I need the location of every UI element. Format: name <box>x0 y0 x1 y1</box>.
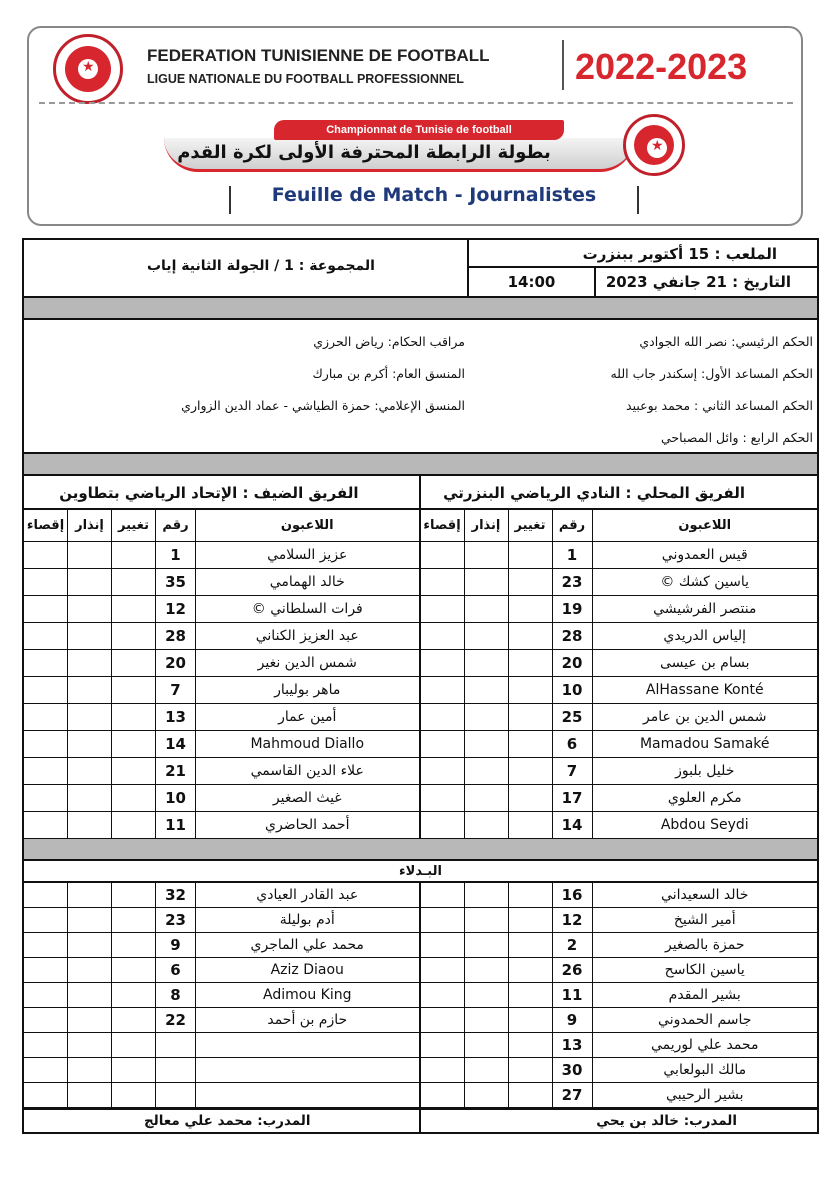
empty-cell <box>421 677 465 704</box>
player-name <box>196 1083 419 1108</box>
empty-cell <box>421 812 465 839</box>
player-name: حازم بن أحمد <box>196 1008 419 1033</box>
empty-cell <box>509 704 553 731</box>
coaches <box>24 1108 817 1132</box>
empty-cell <box>24 704 68 731</box>
stadium: الملعب : 15 أكتوبر ببنزرت <box>469 240 817 268</box>
player-row <box>24 1008 817 1033</box>
player-name: إلياس الدريدي <box>593 623 818 650</box>
empty-cell <box>421 883 465 908</box>
player-row <box>24 704 817 731</box>
empty-cell <box>465 1008 509 1033</box>
player-row <box>24 785 817 812</box>
player-number: 9 <box>553 1008 593 1033</box>
player-row <box>24 650 817 677</box>
player-name: ماهر بوليبار <box>196 677 419 704</box>
col-players: اللاعبون <box>593 510 818 542</box>
empty-cell <box>68 1033 112 1058</box>
empty-cell <box>509 650 553 677</box>
player-number: 35 <box>156 569 196 596</box>
player-number: 19 <box>553 596 593 623</box>
player-name: Aziz Diaou <box>196 958 419 983</box>
player-name: أدم بوليلة <box>196 908 419 933</box>
empty-cell <box>421 933 465 958</box>
player-number: 13 <box>156 704 196 731</box>
player-name: جاسم الحمدوني <box>593 1008 818 1033</box>
player-name: أحمد الحاضري <box>196 812 419 839</box>
player-number: 20 <box>156 650 196 677</box>
empty-cell <box>112 812 156 839</box>
col-number: رقم <box>156 510 196 542</box>
empty-cell <box>509 1008 553 1033</box>
ftf-logo-small-icon <box>623 114 685 176</box>
empty-cell <box>112 731 156 758</box>
empty-cell <box>509 983 553 1008</box>
empty-cell <box>465 677 509 704</box>
player-name: خليل بلبوز <box>593 758 818 785</box>
player-name: حمزة بالصغير <box>593 933 818 958</box>
empty-cell <box>421 542 465 569</box>
ftf-logo-icon <box>53 34 123 104</box>
empty-cell <box>421 1033 465 1058</box>
player-name: شمس الدين بن عامر <box>593 704 818 731</box>
empty-cell <box>509 596 553 623</box>
empty-cell <box>24 933 68 958</box>
empty-cell <box>465 569 509 596</box>
player-name: عزيز السلامي <box>196 542 419 569</box>
empty-cell <box>24 983 68 1008</box>
empty-cell <box>112 623 156 650</box>
empty-cell <box>421 569 465 596</box>
empty-cell <box>24 785 68 812</box>
player-name: ياسين الكاسح <box>593 958 818 983</box>
player-row <box>24 596 817 623</box>
empty-cell <box>68 596 112 623</box>
player-name <box>196 1033 419 1058</box>
player-name: Adimou King <box>196 983 419 1008</box>
player-number: 28 <box>553 623 593 650</box>
empty-cell <box>465 812 509 839</box>
player-name: بشير الرحيبي <box>593 1083 818 1108</box>
empty-cell <box>465 542 509 569</box>
player-row <box>24 958 817 983</box>
empty-cell <box>509 785 553 812</box>
assistant-referee-2: الحكم المساعد الثاني : محمد بوعبيد <box>626 398 813 413</box>
empty-cell <box>68 1083 112 1108</box>
empty-cell <box>68 958 112 983</box>
empty-cell <box>465 650 509 677</box>
empty-cell <box>68 569 112 596</box>
empty-cell <box>509 623 553 650</box>
empty-cell <box>24 596 68 623</box>
media-coordinator: المنسق الإعلامي: حمزة الطياشي - عماد الدين الزواري <box>181 398 465 413</box>
player-row <box>24 1083 817 1108</box>
match-sheet <box>22 238 819 1134</box>
empty-cell <box>68 1008 112 1033</box>
empty-cell <box>421 650 465 677</box>
player-row <box>24 677 817 704</box>
empty-cell <box>24 1058 68 1083</box>
player-number: 13 <box>553 1033 593 1058</box>
empty-cell <box>421 983 465 1008</box>
player-row <box>24 731 817 758</box>
empty-cell <box>465 958 509 983</box>
player-number: 2 <box>553 933 593 958</box>
player-number: 11 <box>156 812 196 839</box>
empty-cell <box>509 933 553 958</box>
empty-cell <box>24 731 68 758</box>
empty-cell <box>509 1058 553 1083</box>
player-row <box>24 983 817 1008</box>
empty-cell <box>465 983 509 1008</box>
player-row <box>24 758 817 785</box>
player-row <box>24 569 817 596</box>
player-number: 27 <box>553 1083 593 1108</box>
empty-cell <box>509 958 553 983</box>
home-team-label: الفريق المحلي : النادي الرياضي البنزرتي <box>443 484 745 502</box>
empty-cell <box>24 623 68 650</box>
player-name: AlHassane Konté <box>593 677 818 704</box>
col-number: رقم <box>553 510 593 542</box>
header-divider <box>562 40 564 90</box>
empty-cell <box>112 569 156 596</box>
empty-cell <box>112 1058 156 1083</box>
player-row <box>24 908 817 933</box>
player-name: Mahmoud Diallo <box>196 731 419 758</box>
empty-cell <box>112 908 156 933</box>
match-date: التاريخ : 21 جانفي 2023 <box>605 273 791 291</box>
empty-cell <box>465 1083 509 1108</box>
player-name: عبد القادر العيادي <box>196 883 419 908</box>
player-number <box>156 1058 196 1083</box>
player-number: 23 <box>553 569 593 596</box>
empty-cell <box>112 958 156 983</box>
empty-cell <box>421 908 465 933</box>
player-name: مكرم العلوي <box>593 785 818 812</box>
player-number: 26 <box>553 958 593 983</box>
group-round: المجموعة : 1 / الجولة الثانية إياب <box>146 258 375 274</box>
player-number: 22 <box>156 1008 196 1033</box>
empty-cell <box>421 623 465 650</box>
empty-cell <box>68 1058 112 1083</box>
empty-cell <box>509 731 553 758</box>
player-number: 8 <box>156 983 196 1008</box>
empty-cell <box>421 704 465 731</box>
kickoff-time: 14:00 <box>469 268 596 296</box>
player-name: بسام بن عيسى <box>593 650 818 677</box>
player-name: علاء الدين القاسمي <box>196 758 419 785</box>
empty-cell <box>112 704 156 731</box>
empty-cell <box>509 883 553 908</box>
player-name: أمير الشيخ <box>593 908 818 933</box>
empty-cell <box>465 596 509 623</box>
banner-arabic: بطولة الرابطة المحترفة الأولى لكرة القدم <box>177 142 551 163</box>
empty-cell <box>24 650 68 677</box>
empty-cell <box>421 1083 465 1108</box>
federation-name: FEDERATION TUNISIENNE DE FOOTBALL <box>147 46 490 65</box>
empty-cell <box>112 1008 156 1033</box>
player-name: Abdou Seydi <box>593 812 818 839</box>
empty-cell <box>68 704 112 731</box>
player-row <box>24 933 817 958</box>
empty-cell <box>112 677 156 704</box>
player-number: 1 <box>553 542 593 569</box>
player-number: 10 <box>156 785 196 812</box>
banner-french: Championnat de Tunisie de football <box>274 120 564 140</box>
empty-cell <box>509 758 553 785</box>
grey-separator <box>24 839 817 861</box>
empty-cell <box>465 1058 509 1083</box>
col-warning: إنذار <box>465 510 509 542</box>
substitutes <box>24 883 817 1108</box>
empty-cell <box>24 569 68 596</box>
player-number: 16 <box>553 883 593 908</box>
general-coordinator: المنسق العام: أكرم بن مبارك <box>312 366 465 381</box>
empty-cell <box>421 1008 465 1033</box>
empty-cell <box>465 933 509 958</box>
empty-cell <box>24 958 68 983</box>
league-name: LIGUE NATIONALE DU FOOTBALL PROFESSIONNEL <box>147 72 464 86</box>
player-number: 7 <box>156 677 196 704</box>
empty-cell <box>68 812 112 839</box>
player-number: 14 <box>553 812 593 839</box>
empty-cell <box>68 650 112 677</box>
player-row <box>24 812 817 839</box>
player-number: 10 <box>553 677 593 704</box>
empty-cell <box>509 908 553 933</box>
empty-cell <box>421 785 465 812</box>
fourth-referee: الحكم الرابع : وائل المصباحي <box>661 430 813 445</box>
empty-cell <box>112 650 156 677</box>
player-name: محمد علي الماجري <box>196 933 419 958</box>
empty-cell <box>24 883 68 908</box>
teams-header <box>24 476 817 510</box>
player-number: 9 <box>156 933 196 958</box>
column-headers <box>24 510 817 542</box>
empty-cell <box>68 933 112 958</box>
player-row <box>24 883 817 908</box>
empty-cell <box>68 883 112 908</box>
player-name: Mamadou Samaké <box>593 731 818 758</box>
empty-cell <box>68 758 112 785</box>
player-name: خالد الهمامي <box>196 569 419 596</box>
player-row <box>24 623 817 650</box>
player-name: عبد العزيز الكناني <box>196 623 419 650</box>
player-name: مالك البولعابي <box>593 1058 818 1083</box>
empty-cell <box>465 883 509 908</box>
empty-cell <box>68 677 112 704</box>
player-number: 20 <box>553 650 593 677</box>
player-number: 28 <box>156 623 196 650</box>
empty-cell <box>465 785 509 812</box>
empty-cell <box>465 731 509 758</box>
sheet-title: Feuille de Match - Journalistes <box>229 184 639 206</box>
player-name: أمين عمار <box>196 704 419 731</box>
substitutes-title: البـدلاء <box>24 861 817 883</box>
player-name: غيث الصغير <box>196 785 419 812</box>
empty-cell <box>421 731 465 758</box>
empty-cell <box>465 623 509 650</box>
starters <box>24 542 817 839</box>
player-number: 12 <box>553 908 593 933</box>
col-expulsion: إقصاء <box>421 510 465 542</box>
player-number: 30 <box>553 1058 593 1083</box>
empty-cell <box>24 677 68 704</box>
player-name: قيس العمدوني <box>593 542 818 569</box>
player-row <box>24 1058 817 1083</box>
player-name: شمس الدين نغير <box>196 650 419 677</box>
header-box <box>27 26 803 226</box>
player-name: محمد علي لوريمي <box>593 1033 818 1058</box>
empty-cell <box>509 1033 553 1058</box>
empty-cell <box>509 542 553 569</box>
player-name: ياسين كشك © <box>593 569 818 596</box>
player-row <box>24 1033 817 1058</box>
col-sub: تغيير <box>509 510 553 542</box>
match-info <box>24 240 817 298</box>
empty-cell <box>465 908 509 933</box>
empty-cell <box>112 758 156 785</box>
championship-banner <box>124 120 694 172</box>
player-row <box>24 542 817 569</box>
empty-cell <box>68 731 112 758</box>
player-name: منتصر الفرشيشي <box>593 596 818 623</box>
referee-observer: مراقب الحكام: رياض الحرزي <box>313 334 465 349</box>
player-name <box>196 1058 419 1083</box>
away-team-label: الفريق الضيف : الإتحاد الرياضي بتطاوين <box>24 476 421 508</box>
empty-cell <box>24 1083 68 1108</box>
player-number <box>156 1083 196 1108</box>
empty-cell <box>112 785 156 812</box>
empty-cell <box>112 1083 156 1108</box>
empty-cell <box>465 704 509 731</box>
player-number: 14 <box>156 731 196 758</box>
assistant-referee-1: الحكم المساعد الأول: إسكندر جاب الله <box>610 366 813 381</box>
empty-cell <box>68 542 112 569</box>
away-coach: المدرب: محمد علي معالج <box>24 1110 421 1132</box>
player-name: فرات السلطاني © <box>196 596 419 623</box>
player-number: 25 <box>553 704 593 731</box>
col-warning: إنذار <box>68 510 112 542</box>
empty-cell <box>24 812 68 839</box>
player-number: 21 <box>156 758 196 785</box>
player-number: 17 <box>553 785 593 812</box>
player-number: 6 <box>553 731 593 758</box>
empty-cell <box>509 569 553 596</box>
player-number: 7 <box>553 758 593 785</box>
empty-cell <box>465 1033 509 1058</box>
grey-separator <box>24 454 817 476</box>
main-referee: الحكم الرئيسي: نصر الله الجوادي <box>639 334 813 349</box>
empty-cell <box>509 677 553 704</box>
col-sub: تغيير <box>112 510 156 542</box>
empty-cell <box>68 785 112 812</box>
grey-separator <box>24 298 817 320</box>
player-number <box>156 1033 196 1058</box>
player-number: 11 <box>553 983 593 1008</box>
dashed-separator <box>39 102 793 104</box>
empty-cell <box>421 1058 465 1083</box>
empty-cell <box>24 908 68 933</box>
empty-cell <box>112 596 156 623</box>
player-number: 1 <box>156 542 196 569</box>
empty-cell <box>112 1033 156 1058</box>
empty-cell <box>112 542 156 569</box>
empty-cell <box>421 596 465 623</box>
empty-cell <box>112 883 156 908</box>
empty-cell <box>509 812 553 839</box>
empty-cell <box>112 983 156 1008</box>
empty-cell <box>509 1083 553 1108</box>
officials <box>24 320 817 454</box>
player-name: بشير المقدم <box>593 983 818 1008</box>
empty-cell <box>24 1033 68 1058</box>
player-number: 6 <box>156 958 196 983</box>
player-number: 12 <box>156 596 196 623</box>
player-name: خالد السعيداني <box>593 883 818 908</box>
empty-cell <box>465 758 509 785</box>
empty-cell <box>68 983 112 1008</box>
empty-cell <box>421 758 465 785</box>
empty-cell <box>68 908 112 933</box>
col-expulsion: إقصاء <box>24 510 68 542</box>
empty-cell <box>68 623 112 650</box>
empty-cell <box>421 958 465 983</box>
season: 2022-2023 <box>575 46 748 87</box>
empty-cell <box>112 933 156 958</box>
empty-cell <box>24 542 68 569</box>
player-number: 32 <box>156 883 196 908</box>
empty-cell <box>24 1008 68 1033</box>
col-players: اللاعبون <box>196 510 419 542</box>
player-number: 23 <box>156 908 196 933</box>
home-coach: المدرب: خالد بن يحي <box>596 1113 737 1129</box>
empty-cell <box>24 758 68 785</box>
